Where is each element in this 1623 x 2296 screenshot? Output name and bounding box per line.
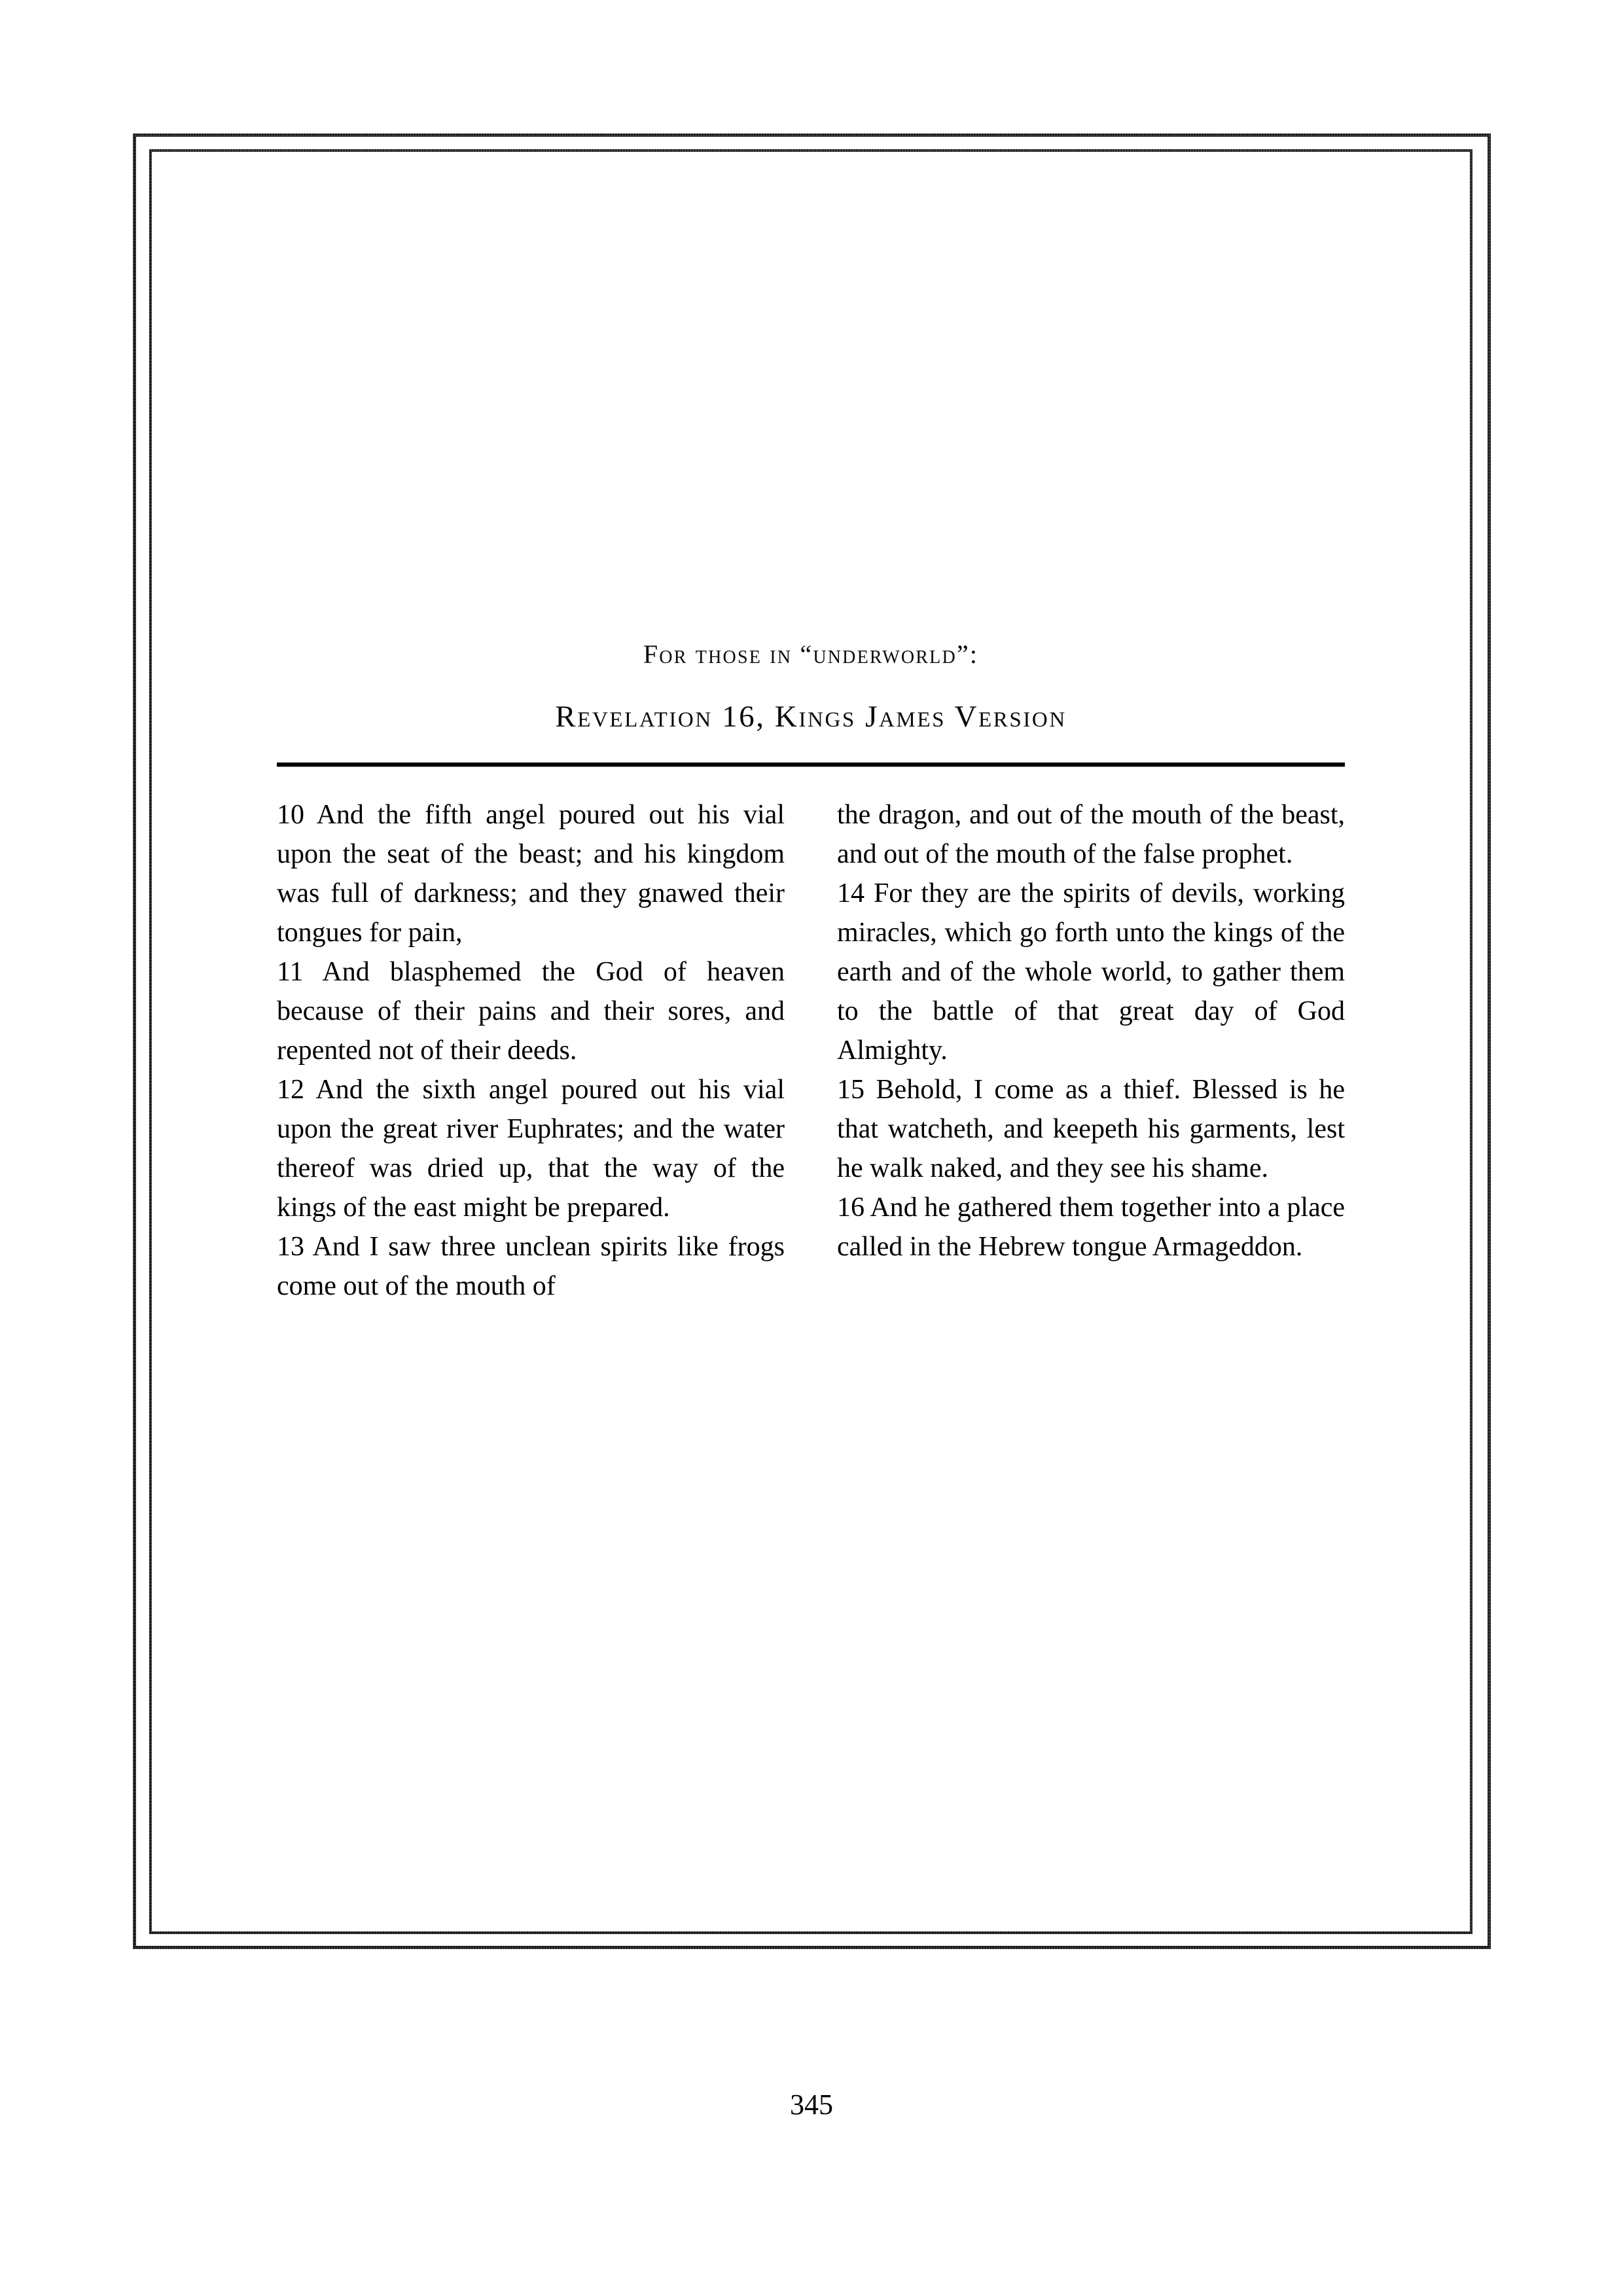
- verse-text: And blasphemed the God of heaven because of their pains and their sores, and repented not of their deeds.: [277, 957, 785, 1066]
- text-block: [277, 641, 1345, 1306]
- verse-paragraph: [277, 1070, 785, 1227]
- verse-text: Behold, I come as a thief. Blessed is he that watcheth, and keepeth his garments, lest he walk naked, and they see his shame.: [837, 1075, 1346, 1183]
- verse-number: 10: [277, 800, 304, 830]
- two-column-body: [277, 795, 1345, 1306]
- verse-paragraph: [837, 795, 1345, 874]
- verse-paragraph: [277, 952, 785, 1070]
- verse-text: For they are the spirits of devils, working miracles, which go forth unto the kings of the earth and of the whole world, to gather them to the battle of that great day of God Almighty.: [837, 878, 1346, 1066]
- verse-number: 12: [277, 1075, 304, 1105]
- column-left: [277, 795, 785, 1306]
- verse-number: 16: [837, 1193, 865, 1223]
- verse-number: 15: [837, 1075, 865, 1105]
- heading-section-title: For those in “underworld”:: [643, 639, 979, 669]
- column-right: [837, 795, 1345, 1306]
- verse-text: And the fifth angel poured out his vial upon the seat of the beast; and his kingdom was full of darkness; and they gnawed their tongues for pain,: [277, 800, 785, 948]
- verse-text: the dragon, and out of the mouth of the beast, and out of the mouth of the false prophet.: [837, 800, 1345, 869]
- verse-paragraph: [837, 1188, 1345, 1266]
- verse-paragraph: [277, 1227, 785, 1306]
- heading-divider-rule: [277, 762, 1345, 766]
- verse-text: And he gathered them together into a place called in the Hebrew tongue Armageddon.: [837, 1193, 1345, 1262]
- verse-number: 14: [837, 878, 865, 908]
- verse-paragraph: [277, 795, 785, 952]
- verse-text: And the sixth angel poured out his vial upon the great river Euphrates; and the water thereof was dried up, that the way of the kings of the east might be prepared.: [277, 1075, 785, 1223]
- page-number: 345: [790, 2089, 833, 2121]
- verse-number: 11: [277, 957, 304, 987]
- verse-number: 13: [277, 1232, 304, 1262]
- verse-paragraph: [837, 1070, 1345, 1188]
- verse-text: And I saw three unclean spirits like frogs come out of the mouth of: [277, 1232, 785, 1301]
- verse-paragraph: [837, 874, 1345, 1070]
- heading-scripture-reference: Revelation 16, Kings James Version: [555, 700, 1067, 734]
